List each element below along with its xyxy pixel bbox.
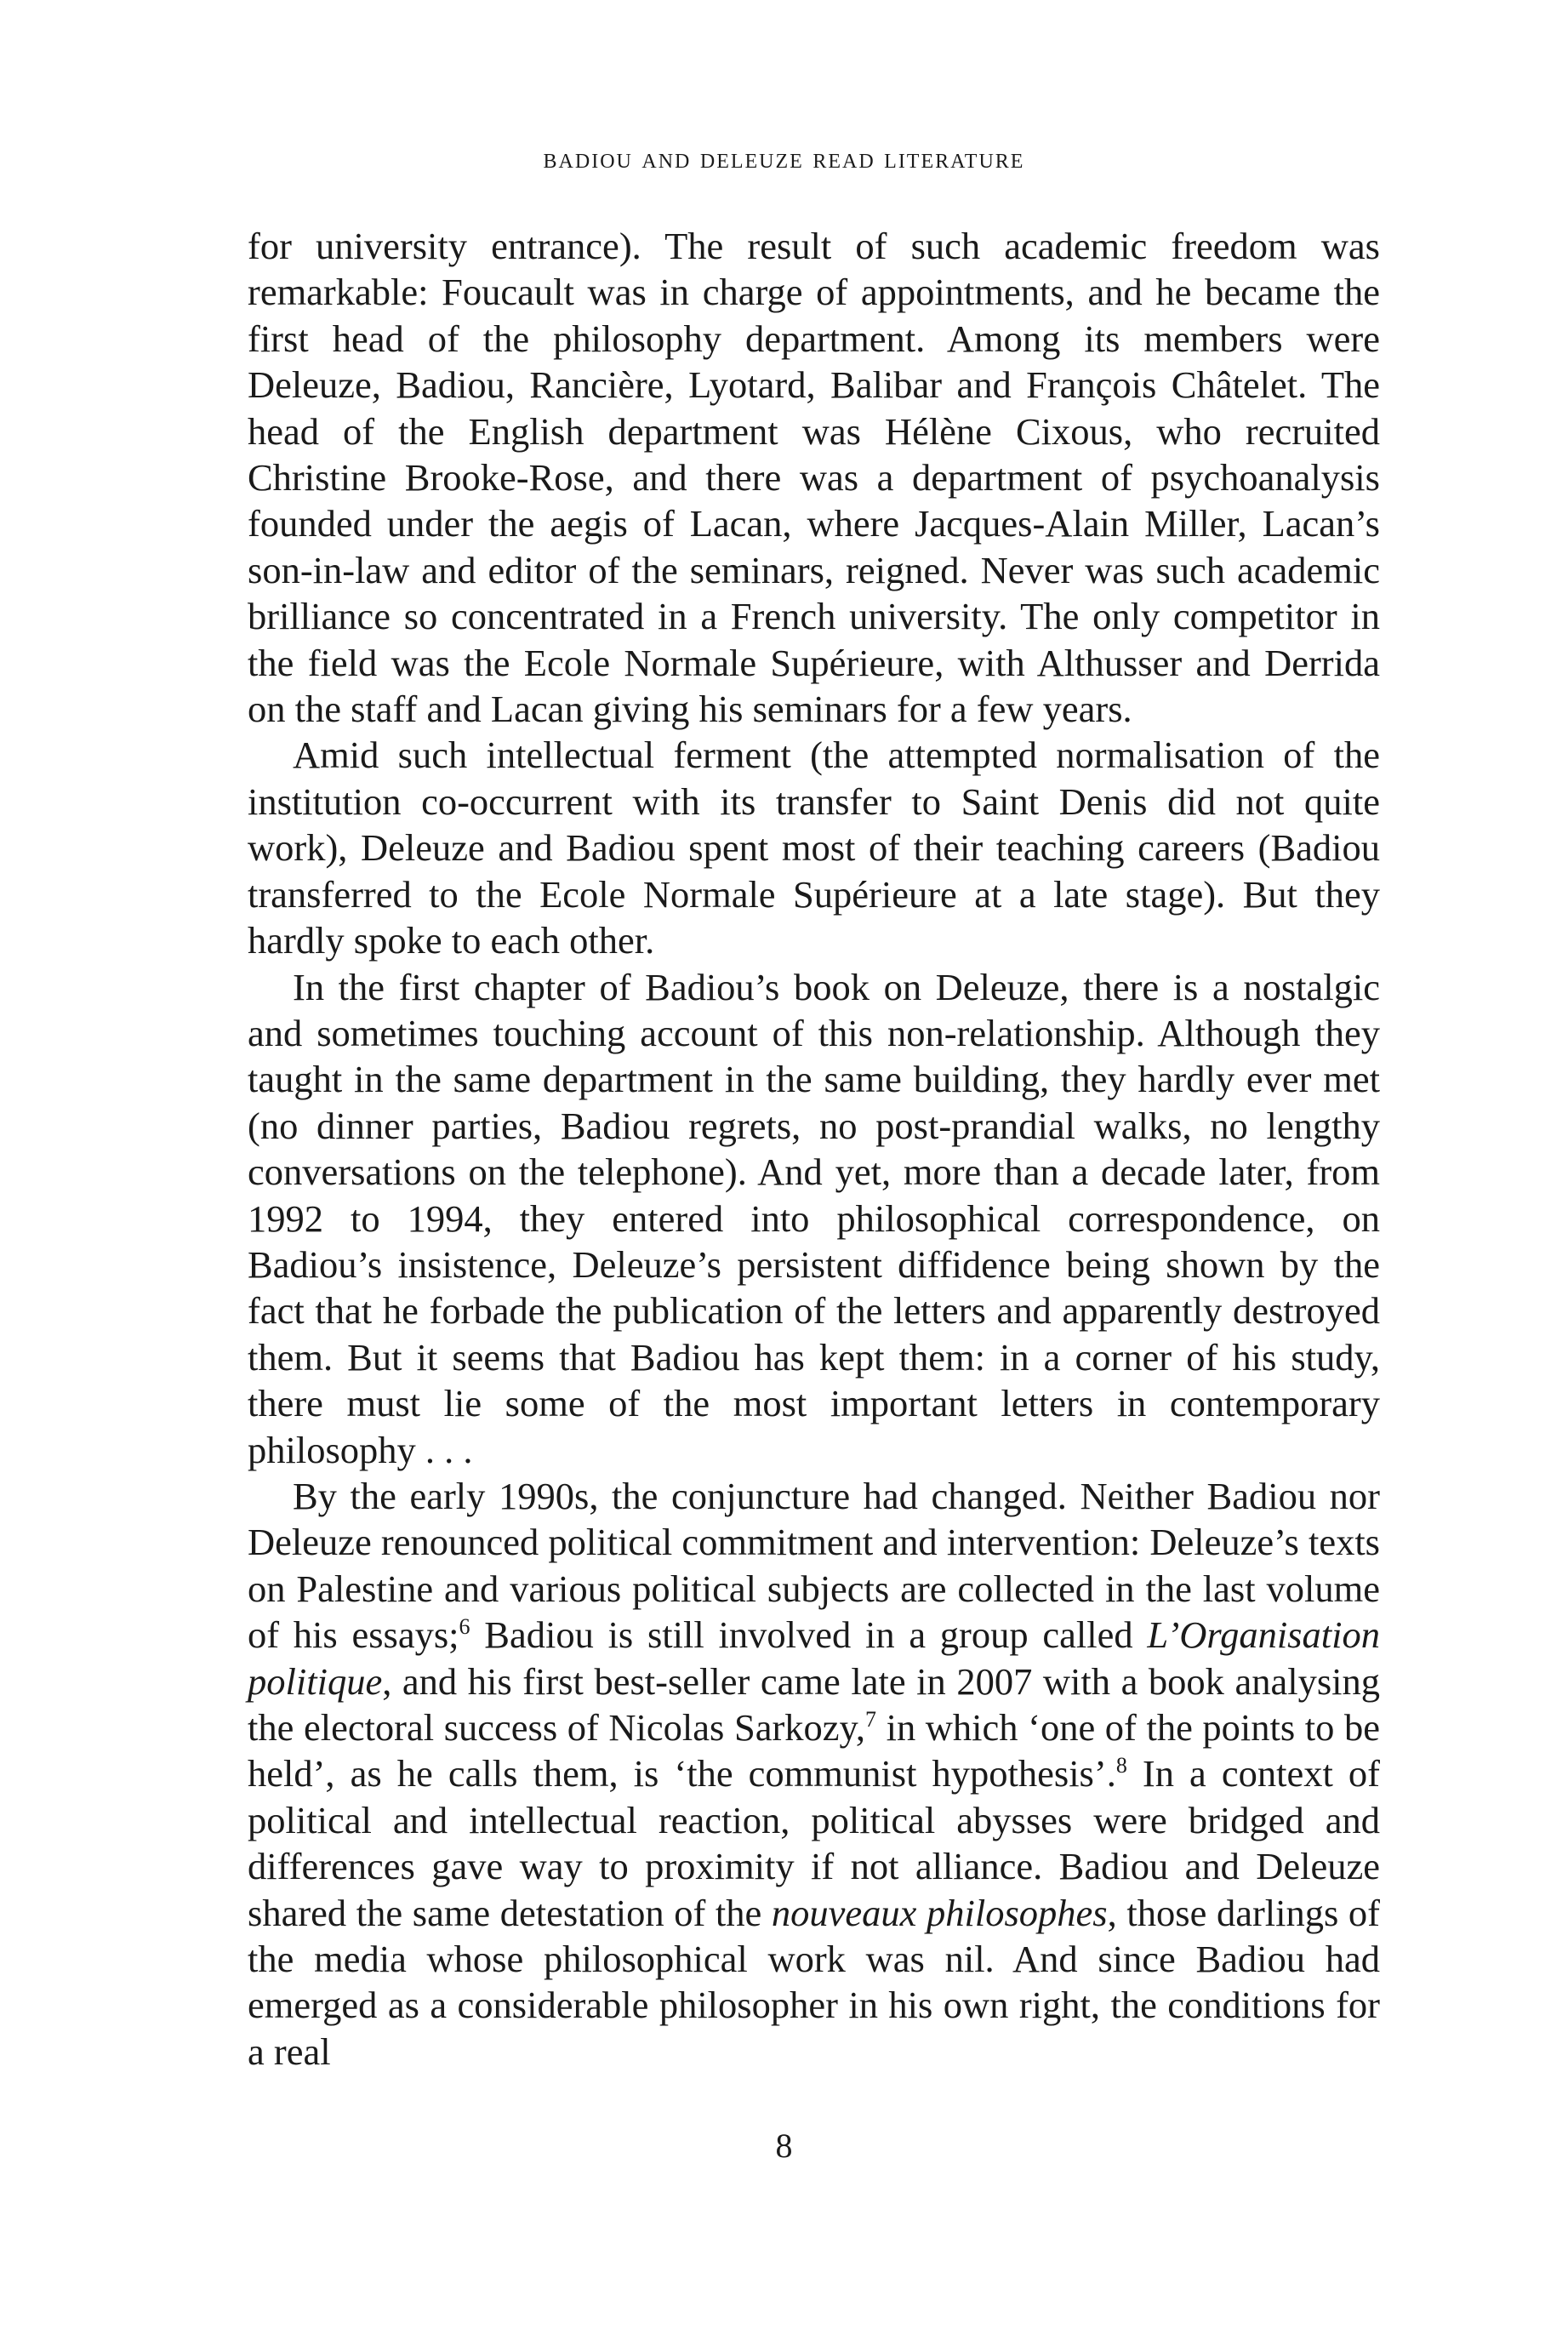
paragraph-3: In the first chapter of Badiou’s book on Deleuze, there is a nostalgic and sometimes touching account of this non-relationship. Although they taught in the same department in the same building, they hardly ever met (no dinner parties, Badiou regrets, no post-prandial walks, no lengthy conversations on the telephone). And yet, more than a decade later, from 1992 to 1994, they entered into philosophical correspondence, on Badiou’s insistence, Deleuze’s persistent diffidence being shown by the fact that he forbade the publication of the letters and apparently destroyed them. But it seems that Badiou has kept them: in a corner of his study, there must lie some of the most important letters in contemporary philosophy . . . <box>248 965 1380 1471</box>
footnote-ref-7[interactable]: 7 <box>865 1707 876 1732</box>
running-head: badiou and deleuze read literature <box>543 143 1025 174</box>
paragraph-4-text: in which ‘one of the points to be held’, as he calls them, is ‘the communist hypothesis’. <box>248 1706 1380 1795</box>
footnote-ref-6[interactable]: 6 <box>459 1614 470 1640</box>
paragraph-4-text: , those darlings of the media whose philosophical work was nil. And since Badiou had emerged as a considerable philosopher in his own right, the conditions for a real <box>248 1891 1380 2073</box>
italic-title-organisation-politique: L’Organisation politique <box>248 1613 1380 1703</box>
paragraph-2: Amid such intellectual ferment (the attempted normalisation of the institution co-occurrent with its transfer to Saint Denis did not quite work), Deleuze and Badiou spent most of their teaching careers (Badiou transferred to the Ecole Normale Supérieure at a late stage). But they hardly spoke to each other. <box>248 734 1380 962</box>
paragraph-4 <box>248 1473 1380 2075</box>
paragraph-4-text: In a context of political and intellectual reaction, political abysses were bridged and differences gave way to proximity if not alliance. Badiou and Deleuze shared the same detestation of the <box>248 1752 1380 1934</box>
page-number: 8 <box>775 2127 793 2165</box>
paragraph-4-text: , and his first best-seller came late in 2007 with a book analysing the electoral success of Nicolas Sarkozy, <box>248 1659 1380 1749</box>
body-text <box>248 223 1380 2075</box>
paragraph-4-text: Badiou is still involved in a group called <box>470 1613 1148 1657</box>
paragraph-1: for university entrance). The result of such academic freedom was remarkable: Foucault was in charge of appointments, and he became the first head of the philosophy department. Among its members were Deleuze, Badiou, Rancière, Lyotard, Balibar and François Châtelet. The head of the English department was Hélène Cixous, who recruited Christine Brooke-Rose, and there was a department of psychoanalysis founded under the aegis of Lacan, where Jacques-Alain Miller, Lacan’s son-in-law and editor of the seminars, reigned. Never was such academic brilliance so concentrated in a French university. The only competitor in the field was the Ecole Normale Supérieure, with Althusser and Derrida on the staff and Lacan giving his seminars for a few years. <box>248 225 1380 731</box>
italic-term-nouveaux-philosophes: nouveaux philosophes <box>771 1891 1108 1934</box>
paragraph-4-text: By the early 1990s, the conjuncture had changed. Neither Badiou nor Deleuze renounced political commitment and intervention: Deleuze’s texts on Palestine and various political subjects are collected in the last volume of his essays; <box>248 1474 1380 1657</box>
footnote-ref-8[interactable]: 8 <box>1115 1753 1127 1778</box>
